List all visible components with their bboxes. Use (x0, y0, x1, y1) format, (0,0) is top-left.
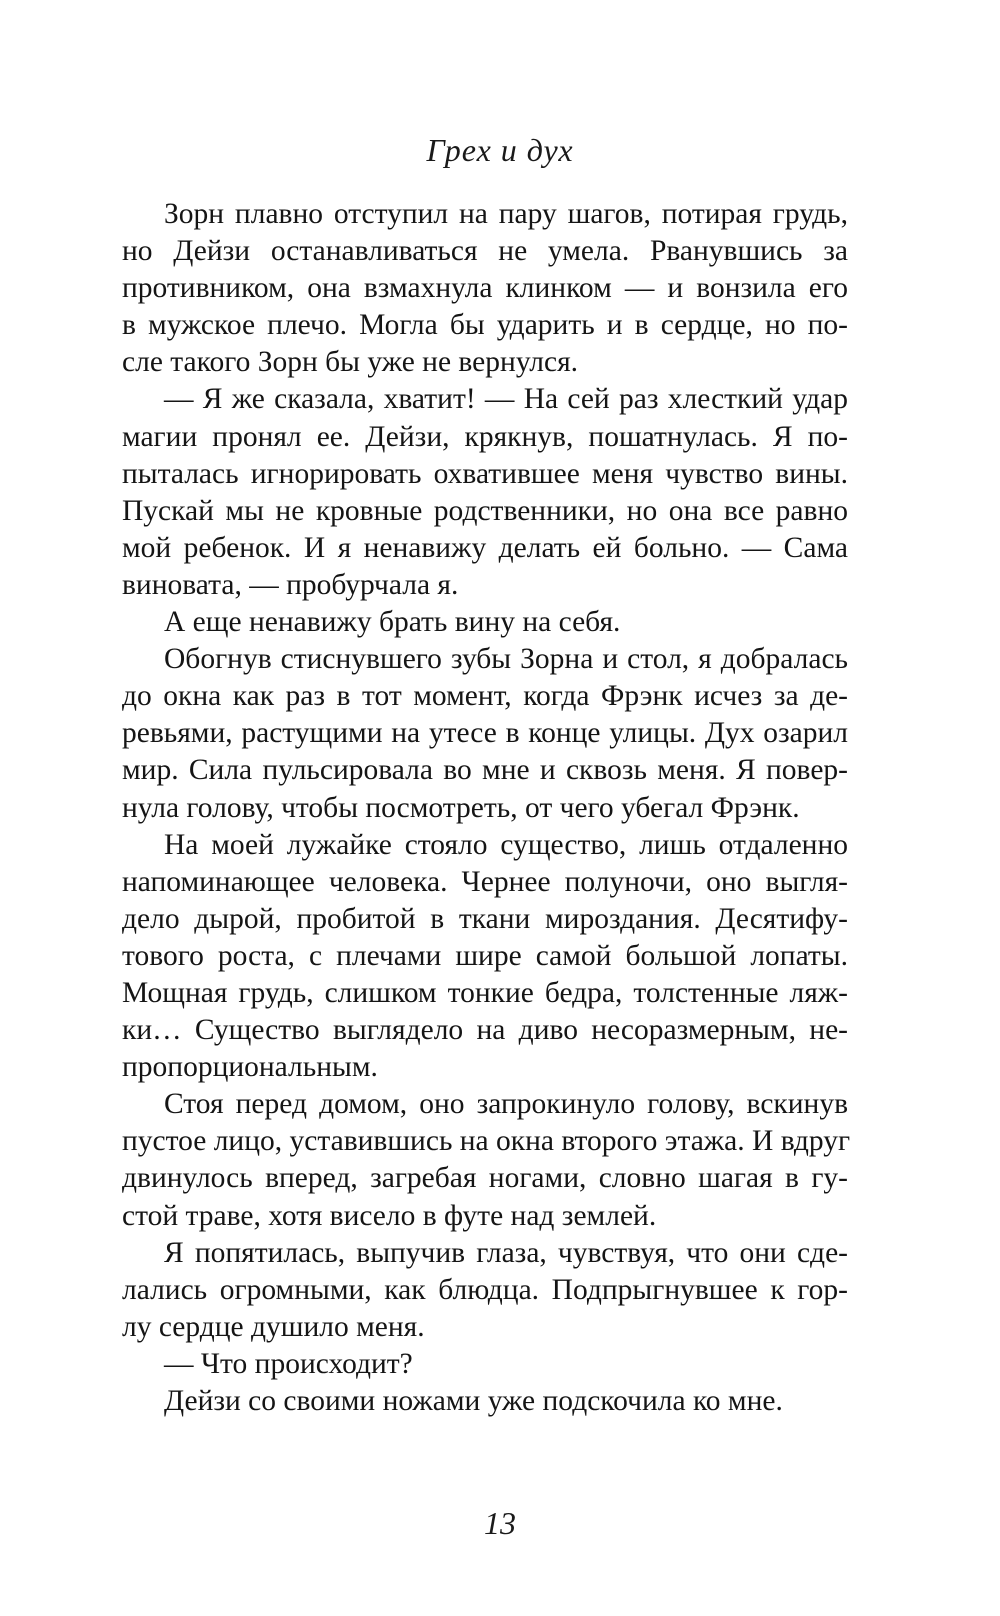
text-line: Обогнув стиснувшего зубы Зорна и стол, я добралась (164, 643, 848, 676)
text-line: нула голову, чтобы посмотреть, от чего убегал Фрэнк. (122, 791, 800, 824)
text-line: мир. Сила пульсировала во мне и сквозь меня. Я повер- (122, 754, 848, 787)
text-line: тового роста, с плечами шире самой большой лопаты. (122, 939, 848, 972)
page-number: 13 (484, 1505, 516, 1541)
running-head: Грех и дух (426, 132, 574, 168)
text-line: Зорн плавно отступил на пару шагов, потирая грудь, (164, 198, 848, 230)
text-line: пропорциональным. (122, 1051, 378, 1084)
text-line: — Я же сказала, хватит! — На сей раз хлесткий удар (164, 383, 848, 416)
text-line: стой траве, хотя висело в футе над землей. (122, 1199, 657, 1232)
text-line: На моей лужайке стояло существо, лишь отдаленно (164, 828, 848, 861)
text-line: Пускай мы не кровные родственники, но она все равно (122, 494, 848, 527)
text-line: в мужское плечо. Могла бы ударить и в сердце, но по- (122, 309, 848, 342)
text-line: двинулось вперед, загребая ногами, словно шагая в гу- (122, 1162, 848, 1195)
text-line: Стоя перед домом, оно запрокинуло голову, вскинув (164, 1088, 848, 1121)
text-line: Мощная грудь, слишком тонкие бедра, толстенные ляж- (122, 976, 848, 1009)
text-line: мой ребенок. И я ненавижу делать ей больно. — Сама (122, 531, 848, 564)
text-line: дело дырой, пробитой в ткани мироздания. Десятифу- (122, 902, 848, 935)
text-line: до окна как раз в тот момент, когда Фрэнк исчез за де- (122, 680, 848, 713)
text-line: сле такого Зорн бы уже не вернулся. (122, 346, 579, 379)
text-line: напоминающее человека. Чернее полуночи, оно выгля- (122, 865, 848, 898)
text-line: Дейзи со своими ножами уже подскочила ко мне. (164, 1385, 783, 1417)
text-line: но Дейзи останавливаться не умела. Рванувшись за (122, 235, 848, 268)
text-line: пустое лицо, уставившись на окна второго этажа. И вдруг (122, 1125, 851, 1158)
text-line: ревьями, растущими на утесе в конце улицы. Дух озарил (122, 717, 848, 750)
body-text (122, 196, 851, 1420)
text-line: магии пронял ее. Дейзи, крякнув, пошатнулась. Я по- (122, 420, 848, 453)
text-line: лались огромными, как блюдца. Подпрыгнувшее к гор- (122, 1273, 848, 1306)
text-line: ки… Существо выглядело на диво несоразмерным, не- (122, 1014, 848, 1047)
text-line: виновата, — пробурчала я. (122, 568, 459, 601)
text-line: противником, она взмахнула клинком — и вонзила его (122, 272, 848, 305)
text-line: А еще ненавижу брать вину на себя. (164, 606, 621, 639)
text-line: пыталась игнорировать охватившее меня чувство вины. (122, 457, 848, 490)
text-line: Я попятилась, выпучив глаза, чувствуя, что они сде- (164, 1236, 848, 1269)
text-line: — Что происходит? (164, 1347, 413, 1380)
text-line: лу сердце душило меня. (122, 1310, 425, 1343)
